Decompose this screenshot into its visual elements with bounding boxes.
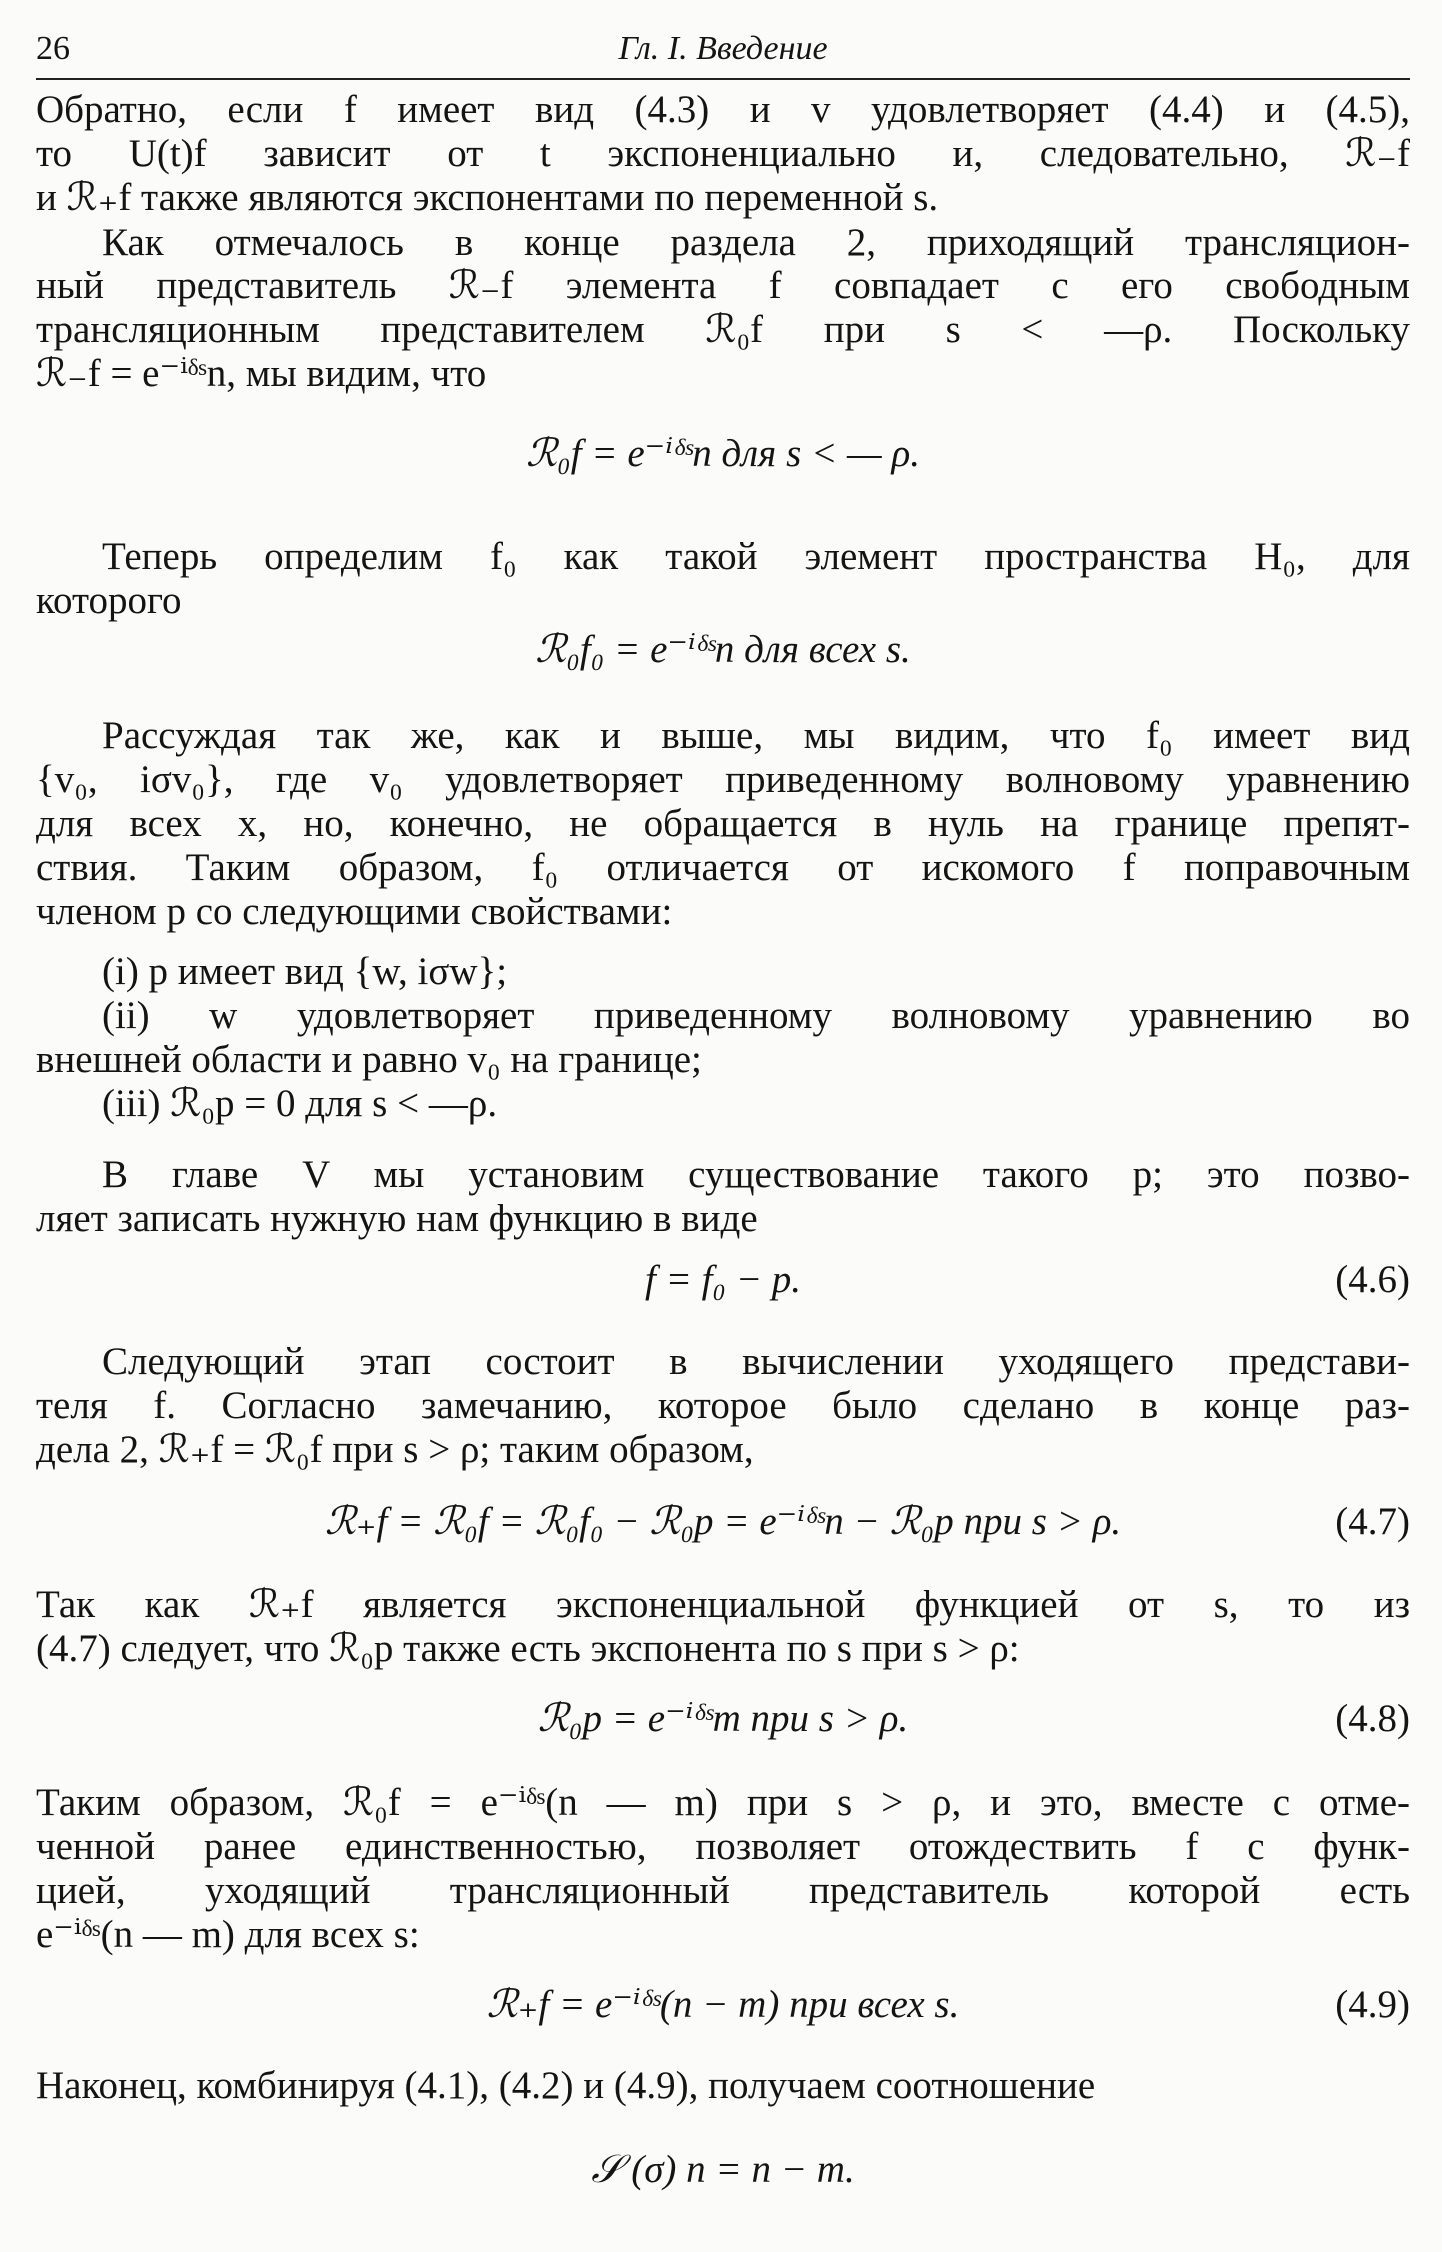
equation-body: 𝒮 (σ) n = n − m. (591, 2148, 855, 2191)
text-line: внешней области и равно v₀ на границе; (36, 1038, 702, 1081)
text-line: ченной ранее единственностью, позволяет отождествить f с функ- (36, 1825, 1410, 1868)
equation-body: ℛ₀f₀ = e⁻ⁱᵟˢn для всех s. (535, 628, 911, 671)
equation-number: (4.7) (1335, 1500, 1410, 1543)
equation-number: (4.8) (1335, 1697, 1410, 1740)
text-line: трансляционным представителем ℛ₀f при s < —ρ. Поскольку (36, 308, 1410, 351)
list-item: (i) p имеет вид {w, iσw}; (102, 950, 508, 993)
text-line: ный представитель ℛ₋f элемента f совпадает с его свободным (36, 264, 1410, 307)
text-line: ℛ₋f = e⁻ⁱᵟˢn, мы видим, что (36, 352, 487, 395)
page-number: 26 (36, 30, 70, 67)
text-line: ствия. Таким образом, f₀ отличается от искомого f поправочным (36, 846, 1410, 889)
text-line: ляет записать нужную нам функцию в виде (36, 1197, 758, 1240)
text-line: Наконец, комбинируя (4.1), (4.2) и (4.9), получаем соотношение (36, 2064, 1096, 2107)
text-line: которого (36, 579, 182, 622)
text-line: для всех x, но, конечно, не обращается в нуль на границе препят- (36, 802, 1410, 845)
text-line: Так как ℛ₊f является экспоненциальной функцией от s, то из (36, 1583, 1410, 1626)
header-rule (36, 78, 1410, 80)
text-line: дела 2, ℛ₊f = ℛ₀f при s > ρ; таким образом, (36, 1428, 754, 1471)
text-line: Как отмечалось в конце раздела 2, приходящий трансляцион- (102, 221, 1410, 264)
equation-body: ℛ₀f = e⁻ⁱᵟˢn для s < — ρ. (526, 432, 920, 475)
text-line: цией, уходящий трансляционный представитель которой есть (36, 1869, 1410, 1912)
list-item: (ii) w удовлетворяет приведенному волновому уравнению во (102, 994, 1410, 1037)
text-line: Рассуждая так же, как и выше, мы видим, что f₀ имеет вид (102, 714, 1410, 757)
text-line: Теперь определим f₀ как такой элемент пространства H₀, для (102, 535, 1410, 578)
text-line: то U(t)f зависит от t экспоненциально и, следовательно, ℛ₋f (36, 132, 1410, 175)
text-line: Обратно, если f имеет вид (4.3) и v удовлетворяет (4.4) и (4.5), (36, 88, 1410, 131)
text-line: и ℛ₊f также являются экспонентами по переменной s. (36, 176, 939, 219)
equation-body: ℛ₀p = e⁻ⁱᵟˢm при s > ρ. (537, 1697, 909, 1740)
equation-body: f = f₀ − p. (644, 1258, 802, 1301)
text-line: Таким образом, ℛ₀f = e⁻ⁱᵟˢ(n — m) при s > ρ, и это, вместе с отме- (36, 1781, 1410, 1824)
text-line: членом p со следующими свойствами: (36, 890, 673, 933)
equation-number: (4.9) (1335, 1983, 1410, 2026)
page-header (36, 30, 1410, 70)
text-line: В главе V мы установим существование такого p; это позво- (102, 1153, 1410, 1196)
text-line: e⁻ⁱᵟˢ(n — m) для всех s: (36, 1913, 420, 1956)
text-line: теля f. Согласно замечанию, которое было сделано в конце раз- (36, 1384, 1410, 1427)
text-line: {v₀, iσv₀}, где v₀ удовлетворяет приведенному волновому уравнению (36, 758, 1410, 801)
text-line: (4.7) следует, что ℛ₀p также есть экспонента по s при s > ρ: (36, 1627, 1020, 1670)
equation-body: ℛ₊f = ℛ₀f = ℛ₀f₀ − ℛ₀p = e⁻ⁱᵟˢn − ℛ₀p при s > ρ. (324, 1500, 1122, 1543)
list-item: (iii) ℛ₀p = 0 для s < —ρ. (102, 1082, 498, 1125)
equation-number: (4.6) (1335, 1258, 1410, 1301)
equation-body: ℛ₊f = e⁻ⁱᵟˢ(n − m) при всех s. (486, 1983, 960, 2026)
running-title: Гл. I. Введение (618, 30, 828, 67)
text-line: Следующий этап состоит в вычислении уходящего представи- (102, 1340, 1410, 1383)
